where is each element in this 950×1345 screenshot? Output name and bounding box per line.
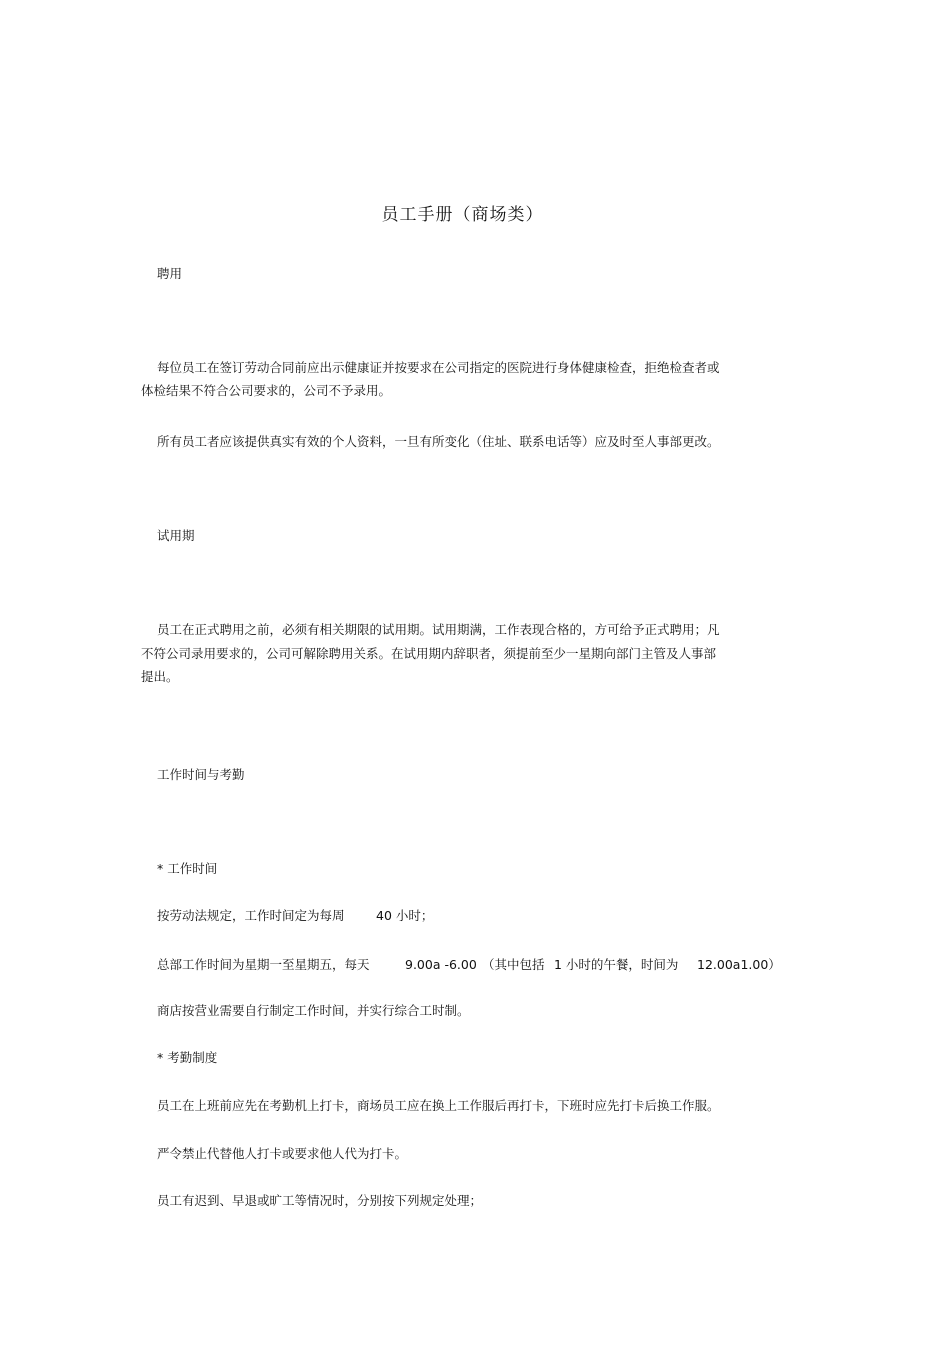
subheading-attendance: * 考勤制度	[157, 1050, 218, 1065]
section-heading-hiring: 聘用	[157, 266, 183, 281]
section-heading-probation: 试用期	[157, 528, 195, 543]
attendance-line-2: 严令禁止代替他人打卡或要求他人代为打卡。	[157, 1146, 408, 1161]
work-hours-line-1-text: 按劳动法规定，工作时间定为每周	[157, 908, 345, 923]
work-hours-line-2-note-start: （其中包括	[482, 957, 545, 972]
document-title: 员工手册（商场类）	[381, 205, 544, 225]
section-heading-work-time: 工作时间与考勤	[157, 767, 245, 782]
work-hours-line-2-lunch-time: 12.00a1.00）	[697, 957, 781, 972]
work-hours-line-2-time: 9.00a -6.00	[405, 957, 477, 972]
hiring-paragraph-2: 所有员工者应该提供真实有效的个人资料，一旦有所变化（住址、联系电话等）应及时至人事部更改。	[157, 434, 720, 449]
hiring-paragraph-1-line-2: 体检结果不符合公司要求的，公司不予录用。	[141, 383, 392, 398]
attendance-line-3: 员工有迟到、早退或旷工等情况时，分别按下列规定处理；	[157, 1193, 483, 1208]
work-hours-line-2-lunch: 1 小时的午餐，时间为	[554, 957, 679, 972]
probation-paragraph-line-1: 员工在正式聘用之前，必须有相关期限的试用期。试用期满，工作表现合格的，方可给予正式聘用；凡	[157, 622, 720, 637]
attendance-line-1: 员工在上班前应先在考勤机上打卡，商场员工应在换上工作服后再打卡，下班时应先打卡后换工作服。	[157, 1098, 720, 1113]
work-hours-line-3: 商店按营业需要自行制定工作时间，并实行综合工时制。	[157, 1003, 470, 1018]
work-hours-line-2-text: 总部工作时间为星期一至星期五，每天	[157, 957, 370, 972]
subheading-work-hours: * 工作时间	[157, 861, 218, 876]
hiring-paragraph-1-line-1: 每位员工在签订劳动合同前应出示健康证并按要求在公司指定的医院进行身体健康检查，拒绝检查者或	[157, 360, 720, 375]
probation-paragraph-line-3: 提出。	[141, 669, 179, 684]
probation-paragraph-line-2: 不符公司录用要求的，公司可解除聘用关系。在试用期内辞职者，须提前至少一星期向部门主管及人事部	[141, 646, 717, 661]
work-hours-line-1-value: 40 小时；	[376, 908, 434, 923]
